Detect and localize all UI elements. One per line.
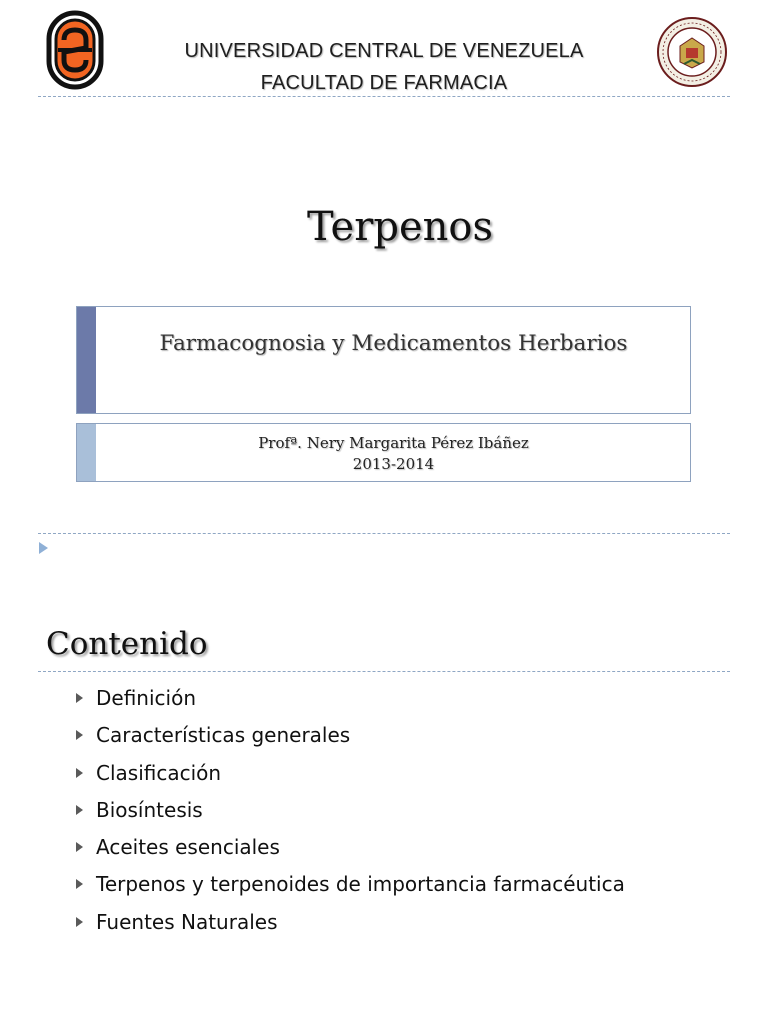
course-accent-bar — [77, 307, 96, 413]
professor-accent-bar — [77, 424, 96, 481]
bullet-arrow-icon — [76, 768, 83, 778]
list-item-label: Características generales — [96, 723, 351, 748]
list-item — [76, 759, 716, 796]
list-item-label: Definición — [96, 686, 196, 710]
list-item — [76, 833, 716, 870]
bullet-arrow-icon — [76, 879, 83, 889]
bullet-arrow-icon — [76, 917, 83, 927]
list-item-label: Fuentes Naturales — [96, 909, 278, 934]
contents-heading: Contenido — [46, 626, 208, 662]
slide-title: Terpenos — [306, 204, 493, 250]
list-item-label: Terpenos y terpenoides de importancia farmacéutica — [96, 872, 625, 897]
professor-box — [76, 423, 691, 482]
list-item-label: Biosíntesis — [96, 797, 203, 822]
contents-list — [76, 684, 716, 945]
play-triangle-icon — [38, 540, 50, 556]
university-seal-icon — [656, 16, 728, 88]
list-item — [76, 796, 716, 833]
list-item — [76, 721, 716, 758]
contents-divider — [38, 671, 730, 672]
faculty-name: FACULTAD DE FARMACIA — [260, 72, 508, 94]
bullet-arrow-icon — [76, 730, 83, 740]
academic-years: 2013-2014 — [352, 455, 435, 473]
list-item — [76, 870, 716, 907]
bullet-arrow-icon — [76, 842, 83, 852]
list-item-label: Aceites esenciales — [96, 835, 280, 860]
course-title-box — [76, 306, 691, 414]
course-title: Farmacognosia y Medicamentos Herbarios — [159, 331, 628, 356]
list-item — [76, 684, 716, 721]
slide-divider — [38, 533, 730, 534]
bullet-arrow-icon — [76, 805, 83, 815]
professor-name: Profª. Nery Margarita Pérez Ibáñez — [258, 434, 529, 452]
university-name: UNIVERSIDAD CENTRAL DE VENEZUELA — [184, 40, 584, 62]
bullet-arrow-icon — [76, 693, 83, 703]
list-item-label: Clasificación — [96, 760, 222, 785]
header-divider — [38, 96, 730, 97]
list-item — [76, 908, 716, 945]
